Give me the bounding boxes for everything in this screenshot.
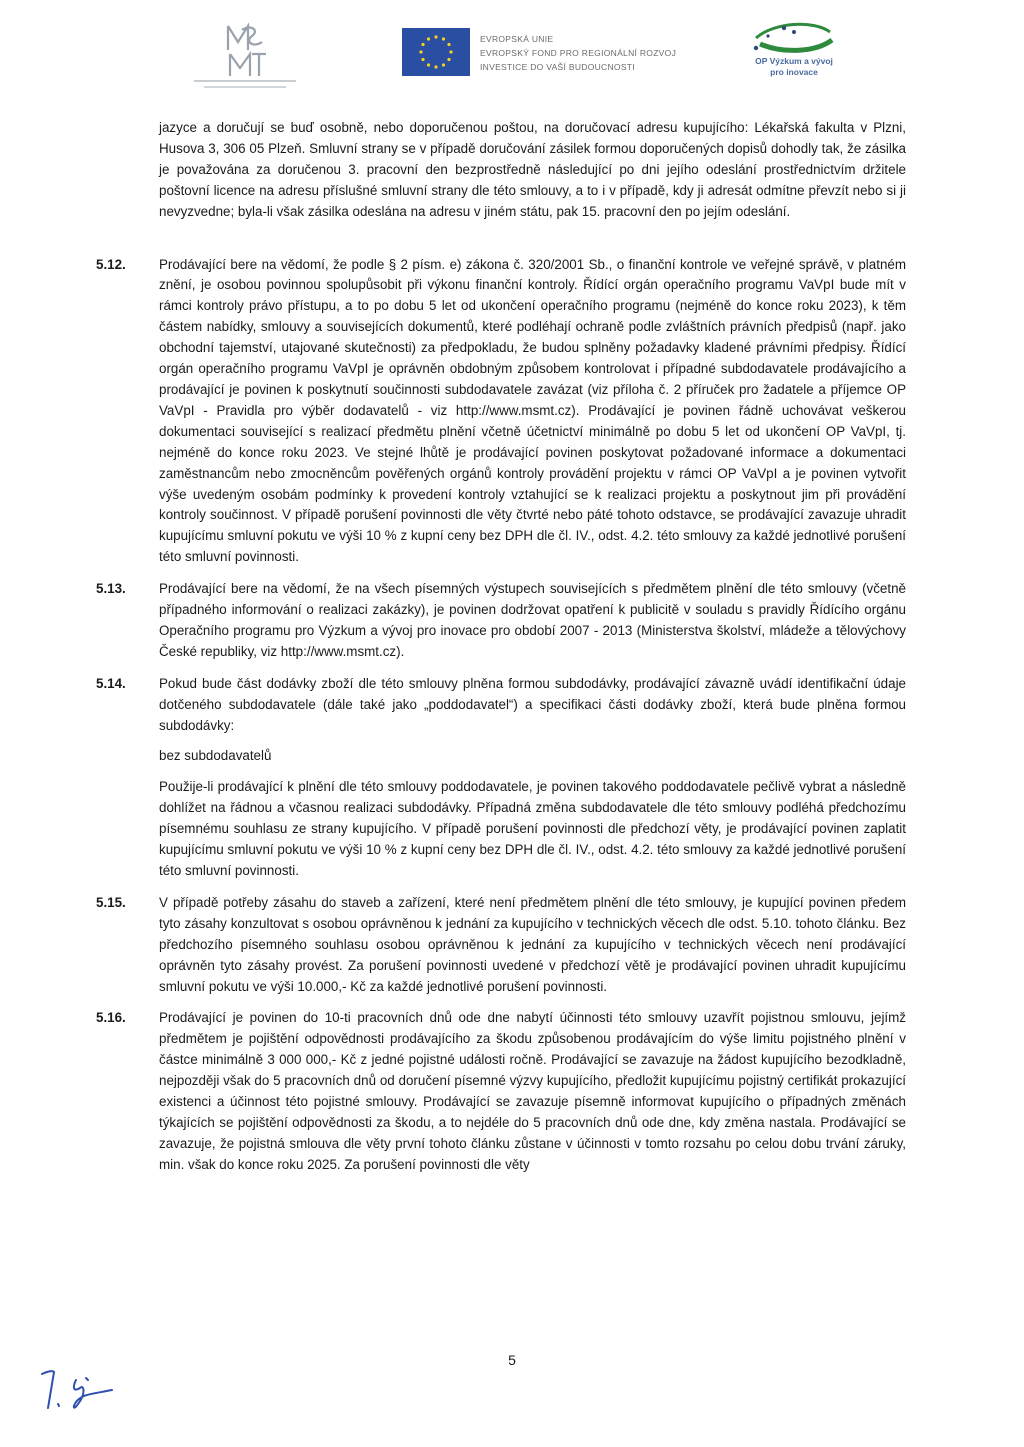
section-paragraph: Prodávající je povinen do 10-ti pracovních dnů ode dne nabytí účinnosti této smlouvy uzavřít pojistnou smlouvu, jejímž předmětem je pojištění odpovědnosti prodávajícího za škodu způsobenou prodávajícím do výše limitu pojistného plnění v částce minimálně 3 000 000,- Kč z jedné pojistné události ročně. Prodávající se zavazuje na žádost kupujícího bezodkladně, nejpozději však do 5 pracovních dnů od doručení písemné výzvy kupujícího, předložit kupujícímu pojistný certifikát prokazující existenci a účinnost této pojistné smlouvy. Prodávající se zavazuje písemně informovat kupujícího o případných změnách týkajících se pojištění odpovědnosti za škodu, a to nejdéle do 5 pracovních dnů ode dne, kdy změna nastala. Prodávající se zavazuje, že pojistná smlouva dle věty první tohoto článku zůstane v účinnosti v tomto rozsahu po celou dobu trvání záruky, min. však do konce roku 2025. Za porušení povinnosti dle věty [159,1010,906,1172]
op-vavpi-logo [744,18,844,84]
section-5-16 [96,1008,906,1175]
intro-paragraph: jazyce a doručují se buď osobně, nebo doporučenou poštou, na doručovací adresu kupujícího: Lékařská fakulta v Plzni, Husova 3, 306 05 Plzeň. Smluvní strany se v případě doručování zásilek formou doporučených dopisů dohodly tak, že zásilka je považována za doručenou 3. pracovní den bezprostředně následující po dni jejího odeslání prostřednictvím držitele poštovní licence na adresu příslušné smluvní strany dle této smlouvy, a to i v případě, kdy ji adresát odmítne převzít nebo si ji nevyzvedne; byla-li však zásilka odeslána na adresu v jiném státu, pak 15. pracovní den po jejím odeslání. [159,120,906,219]
section-5-12 [96,255,906,569]
section-number: 5.14. [96,675,126,691]
op-line-2: pro inovace [770,67,818,77]
eu-line-3: INVESTICE DO VAŠÍ BUDOUCNOSTI [480,62,635,72]
eu-line-1: EVROPSKÁ UNIE [480,34,554,44]
section-paragraph: Prodávající bere na vědomí, že podle § 2 písm. e) zákona č. 320/2001 Sb., o finanční kontrole ve veřejné správě, v platném znění, je osobou povinnou spolupůsobit při výkonu finanční kontroly. Řídící orgán operačního programu VaVpI bude mít v rámci kontroly právo přístupu, a to po dobu 5 let od ukončení operačního programu (nejméně do konce roku 2023), k těm částem nabídky, smlouvy a souvisejících dokumentů, které podléhají ochraně podle zvláštních právních předpisů (např. jako obchodní tajemství, utajované skutečnosti) za předpokladu, že budou splněny požadavky kladené právními předpisy. Řídící orgán operačního programu VaVpI je oprávněn obdobným způsobem kontrolovat i případné subdodavatele prodávajícího a prodávající je povinen k poskytnutí součinnosti subdodavatele zavázat (viz příloha č. 2 příruček pro žadatele a příjemce OP VaVpI - Pravidla pro výběr dodavatelů - viz http://www.msmt.cz). Prodávající je povinen řádně uchovávat veškerou dokumentaci související s realizací předmětu plnění včetně účetnictví minimálně po dobu 5 let od ukončení OP VaVpI, tj. nejméně do konce roku 2023. Ve stejné lhůtě je prodávající povinen poskytovat požadované informace a dokumentaci zaměstnancům nebo zmocněncům pověřených orgánů kontroly provádění projektu v rámci OP VaVpI a je povinen vytvořit výše uvedeným osobám podmínky k provedení kontroly vztahující se k realizaci projektu a poskytnout jim při provádění kontroly součinnost. V případě porušení povinnosti dle věty čtvrté nebo páté tohoto odstavce, se prodávající zavazuje uhradit kupujícímu smluvní pokutu ve výši 10 % z kupní ceny bez DPH dle čl. IV., odst. 4.2. této smlouvy za každé jednotlivé porušení této smluvní povinnosti. [159,256,906,565]
eu-line-2: EVROPSKÝ FOND PRO REGIONÁLNÍ ROZVOJ [480,48,677,58]
eu-logo-text [480,32,676,74]
section-paragraph: Použije-li prodávající k plnění dle této smlouvy poddodavatele, je povinen takového poddodavatele pečlivě vybrat a následně dohlížet na řádnou a včasnou realizaci subdodávky. Případná změna subdodavatele dle této smlouvy podléhá předchozímu písemnému souhlasu ze strany kupujícího. V případě porušení povinnosti dle předchozí věty, je prodávající povinen zaplatit kupujícímu smluvní pokutu ve výši 10 % z kupní ceny bez DPH dle čl. IV., odst. 4.2. této smlouvy za každé jednotlivé porušení této smluvní povinnosti. [159,779,906,878]
document-body [96,118,906,1176]
section-number: 5.16. [96,1010,126,1026]
msmt-logo [190,20,300,92]
page-number: 5 [508,1352,516,1368]
section-number: 5.15. [96,894,126,910]
section-paragraph: V případě potřeby zásahu do staveb a zařízení, které není předmětem plnění dle této smlouvy, je kupující povinen předem tyto zásahy konzultovat s osobou oprávněnou k jednání za kupujícího v technických věcech dle odst. 5.10. tohoto článku. Bez předchozího písemného souhlasu osobou oprávněnou k jednání za kupujícího v technických věcech není prodávající oprávněn tyto zásahy provést. Za porušení povinnosti uvedené v předchozí větě je prodávající povinen uhradit kupujícímu smluvní pokutu ve výši 10.000,- Kč za každé jednotlivé porušení povinnosti. [159,894,906,994]
op-line-1: OP Výzkum a vývoj [755,56,833,66]
handwritten-signature [28,1360,128,1420]
section-5-14 [96,674,906,882]
section-paragraph: bez subdodavatelů [159,748,272,764]
eu-flag-icon [402,28,470,76]
eu-logo [402,28,677,80]
section-number: 5.12. [96,256,126,272]
section-5-13 [96,579,906,663]
section-number: 5.13. [96,581,126,597]
section-paragraph: Prodávající bere na vědomí, že na všech písemných výstupech souvisejících s předmětem plnění dle této smlouvy (včetně případného informování o realizaci zakázky), je povinen dodržovat opatření k publicitě v souladu s pravidly Řídícího orgánu Operačního programu pro Výzkum a vývoj pro inovace pro období 2007 - 2013 (Ministerstva školství, mládeže a tělovýchovy České republiky, viz http://www.msmt.cz). [159,581,906,659]
section-paragraph: Pokud bude část dodávky zboží dle této smlouvy plněna formou subdodávky, prodávající závazně uvádí identifikační údaje dotčeného subdodavatele (dále také jako „poddodavatel“) a specifikaci části dodávky zboží, která bude plněna formou subdodávky: [159,675,906,733]
section-5-15 [96,893,906,998]
msmt-logo-mark [190,20,300,92]
op-logo-text [744,56,844,78]
op-swoosh-icon [744,18,844,58]
